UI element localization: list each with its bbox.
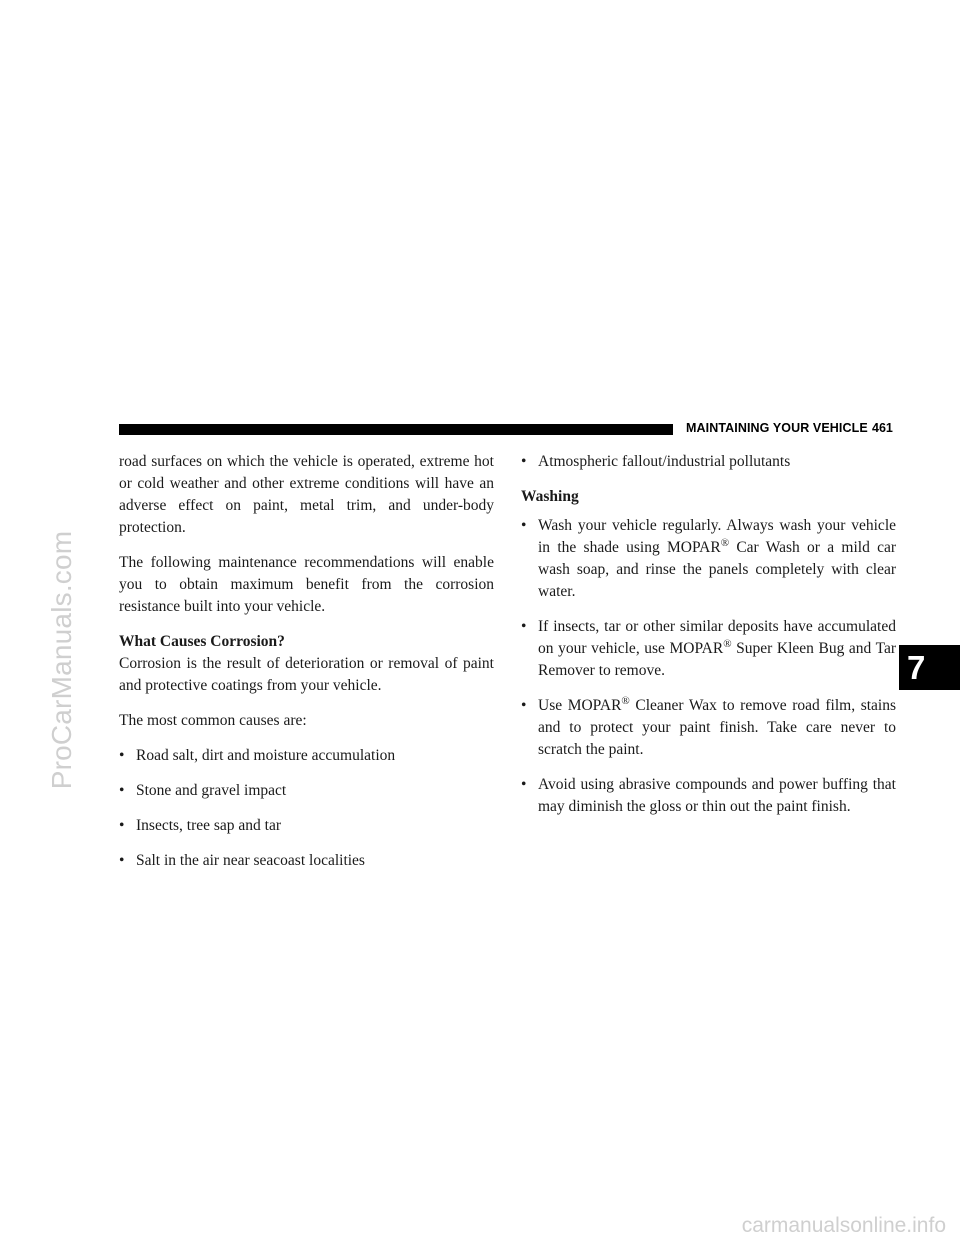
page-number: 461 — [872, 421, 893, 435]
bullet-icon: • — [521, 618, 527, 635]
intro-paragraph: road surfaces on which the vehicle is operated, extreme hot or cold weather and other extreme conditions will have an adverse effect on paint, metal trim, and under-body protection. — [119, 453, 494, 536]
causes-list-continued — [521, 451, 896, 473]
corrosion-heading: What Causes Corrosion? — [119, 633, 285, 650]
causes-list — [119, 745, 494, 872]
registered-mark: ® — [723, 637, 732, 650]
list-item: • Avoid using abrasive compounds and power buffing that may diminish the gloss or thin out the paint finish. — [521, 776, 896, 815]
bullet-icon: • — [521, 453, 527, 470]
washing-heading: Washing — [521, 488, 579, 505]
list-item: • Road salt, dirt and moisture accumulation — [119, 745, 494, 767]
chapter-tab: 7 — [899, 645, 960, 690]
side-watermark-text: ProCarManuals.com — [46, 530, 77, 790]
header-rule — [119, 424, 673, 435]
corrosion-definition: Corrosion is the result of deterioration or removal of paint and protective coatings from your vehicle. — [119, 655, 494, 694]
registered-mark: ® — [621, 694, 630, 707]
bullet-icon: • — [521, 697, 527, 714]
section-title: MAINTAINING YOUR VEHICLE — [686, 421, 868, 435]
right-column — [521, 451, 896, 831]
list-item: • Stone and gravel impact — [119, 780, 494, 802]
list-item: • Wash your vehicle regularly. Always wash your vehicle in the shade using MOPAR® Car Wash or a mild car wash soap, and rinse the panels completely with clear water. — [521, 517, 897, 600]
list-item: • Salt in the air near seacoast localities — [119, 850, 494, 872]
list-item: • If insects, tar or other similar deposits have accumulated on your vehicle, use MOPAR® Super Kleen Bug and Tar Remover to remove. — [521, 618, 896, 679]
list-item: • Insects, tree sap and tar — [119, 815, 494, 837]
causes-intro: The most common causes are: — [119, 712, 307, 729]
registered-mark: ® — [720, 536, 730, 549]
left-column — [119, 451, 494, 885]
bullet-icon: • — [119, 747, 125, 764]
bullet-icon: • — [119, 782, 125, 799]
footer-watermark: carmanualsonline.info — [741, 1214, 946, 1237]
recommendation-paragraph: The following maintenance recommendations will enable you to obtain maximum benefit from the corrosion resistance built into your vehicle. — [119, 554, 494, 615]
washing-list — [521, 515, 896, 818]
bullet-icon: • — [521, 517, 527, 534]
bullet-icon: • — [119, 817, 125, 834]
bullet-icon: • — [521, 776, 527, 793]
bullet-icon: • — [119, 852, 125, 869]
list-item: • Use MOPAR® Cleaner Wax to remove road film, stains and to protect your paint finish. Take care never to scratch the paint. — [521, 694, 896, 758]
list-item: • Atmospheric fallout/industrial pollutants — [521, 451, 896, 473]
